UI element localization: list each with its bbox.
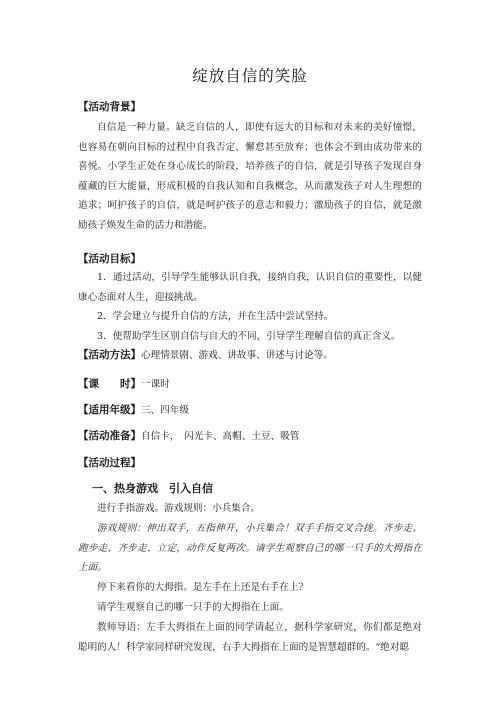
section-heading-goals: 【活动目标】 [78, 253, 141, 265]
method-value: 心理情景剧、游戏、讲故事、讲述与讨论等。 [141, 350, 333, 361]
process-paragraph-1: 进行手指游戏。游戏规则：小兵集合。 [97, 503, 261, 514]
prep-heading: 【活动准备】 [78, 430, 141, 442]
period-heading: 【课 时】 [78, 378, 141, 390]
section-period [78, 376, 170, 391]
section-heading-background: 【活动背景】 [78, 101, 141, 113]
section-grade [78, 402, 189, 417]
process-paragraph-4: 请学生观察自己的哪一只手的大拇指在上面。 [97, 602, 289, 613]
goal-item-1: 1．通过活动，引导学生能够认识自我，接纳自我，认识自信的重要性，以健康心态面对人生，迎接挑战。 [78, 272, 422, 303]
grade-heading: 【适用年级】 [78, 404, 141, 416]
method-heading: 【活动方法】 [78, 349, 141, 361]
document-title: 绽放自信的笑脸 [192, 67, 308, 85]
section-method [78, 347, 333, 362]
goal-item-3: 3．使帮助学生区别自信与自大的不同，引导学生理解自信的真正含义。 [97, 331, 401, 342]
section-prep [78, 428, 299, 443]
prep-value: 自信卡， 闪光卡、高帽、土豆、吸管 [141, 431, 300, 442]
section-heading-process: 【活动过程】 [78, 457, 141, 469]
goal-item-2: 2．学会建立与提升自信的方法，并在生活中尝试坚持。 [97, 311, 334, 322]
process-rules-paragraph: 游戏规则：伸出双手，五指伸开，小兵集合！双手手指交叉合拢。齐步走、跑步走、齐步走、立定，动作反复两次。请学生观察自己的哪一只手的大拇指在上面。 [78, 523, 422, 574]
period-value: 一课时 [141, 379, 170, 390]
process-paragraph-5: 教师导语：左手大拇指在上面的同学请起立，据科学家研究，你们都是绝对聪明的人！科学家同样研究发现，右手大拇指在上面的是智慧超群的。“绝对聪 [78, 622, 422, 653]
process-subheading-1: 一、热身游戏 引入自信 [92, 482, 213, 495]
process-paragraph-3: 停下来看你的大拇指。是左手在上还是右手在上？ [97, 582, 309, 593]
background-paragraph: 自信是一种力量。缺乏自信的人，即使有远大的目标和对未来的美好憧憬，也容易在朝向目标的过程中自我否定、懈怠甚至放弃；也体会不到由成功带来的喜悦。小学生正处在身心成长的阶段，培养孩子的自信，就是引导孩子发现自身蕴藏的巨大能量，形成积极的自我认知和自我概念，从而激发孩子对人生理想的追求；呵护孩子的自信，就是呵护孩子的意志和毅力；激励孩子的自信，就是激励孩子焕发生命的活力和潜能。 [78, 122, 422, 231]
grade-value: 三、四年级 [141, 405, 189, 416]
